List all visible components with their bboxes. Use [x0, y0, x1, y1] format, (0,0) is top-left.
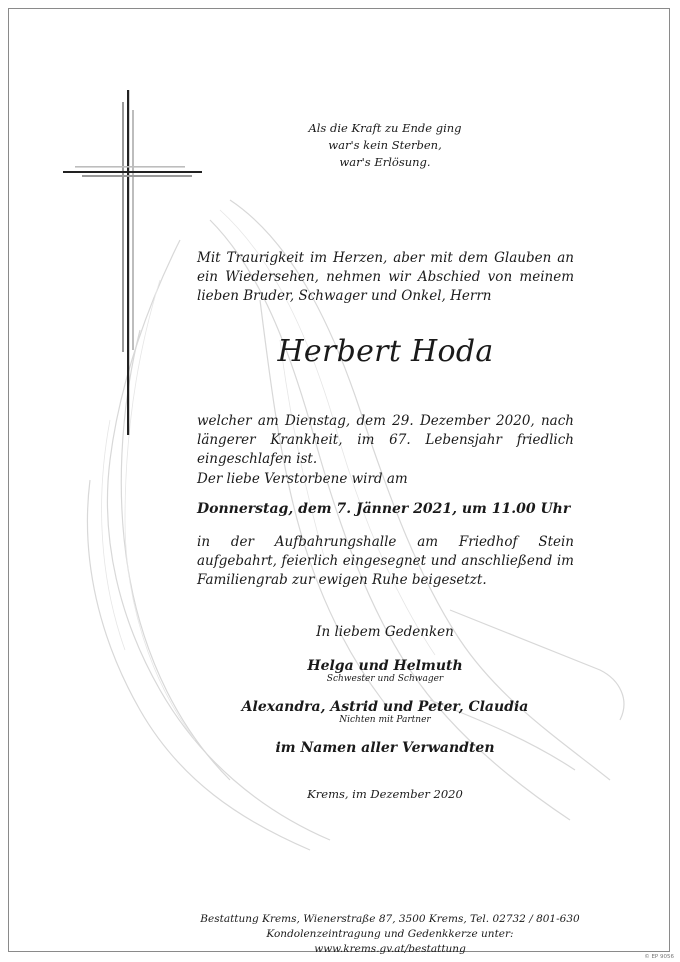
motto-line: Als die Kraft zu Ende ging	[308, 121, 462, 135]
mourner-block	[200, 699, 570, 725]
mourner-relation: Schwester und Schwager	[326, 674, 444, 684]
footer-address: Bestattung Krems, Wienerstraße 87, 3500 Krems, Tel. 02732 / 801-630	[200, 913, 580, 925]
intro-paragraph: Mit Traurigkeit im Herzen, aber mit dem Glauben an ein Wiedersehen, nehmen wir Abschied von meinem lieben Bruder, Schwager und Onkel, Herrn	[197, 250, 574, 304]
footer-website: Kondolenzeintragung und Gedenkkerze unter: www.krems.gv.at/bestattung	[266, 928, 514, 955]
mourner-name: Helga und Helmuth	[307, 658, 463, 674]
footer	[190, 912, 590, 957]
deceased-line: Der liebe Verstorbene wird am	[197, 471, 408, 487]
motto-verse	[260, 120, 510, 171]
print-code: © EP 9056	[644, 954, 674, 960]
place-date: Krems, im Dezember 2020	[307, 787, 463, 801]
motto-line: war's kein Sterben,	[328, 138, 442, 152]
funeral-paragraph: in der Aufbahrungshalle am Friedhof Stein aufgebahrt, feierlich eingesegnet und anschließend im Familiengrab zur ewigen Ruhe beigesetzt.	[197, 534, 574, 588]
death-paragraph: welcher am Dienstag, dem 29. Dezember 2020, nach längerer Krankheit, im 67. Lebensjahr friedlich eingeschlafen ist.	[197, 413, 574, 467]
cross-icon	[60, 90, 205, 435]
mourner-relation: Nichten mit Partner	[339, 715, 431, 725]
remembrance-line: In liebem Gedenken	[316, 624, 454, 640]
funeral-date: Donnerstag, dem 7. Jänner 2021, um 11.00 Uhr	[197, 501, 571, 517]
motto-line: war's Erlösung.	[339, 155, 431, 169]
deceased-name: Herbert Hoda	[277, 334, 494, 369]
mourner-block	[220, 658, 550, 684]
relatives-line: im Namen aller Verwandten	[275, 740, 495, 756]
mourner-name: Alexandra, Astrid und Peter, Claudia	[241, 699, 529, 715]
